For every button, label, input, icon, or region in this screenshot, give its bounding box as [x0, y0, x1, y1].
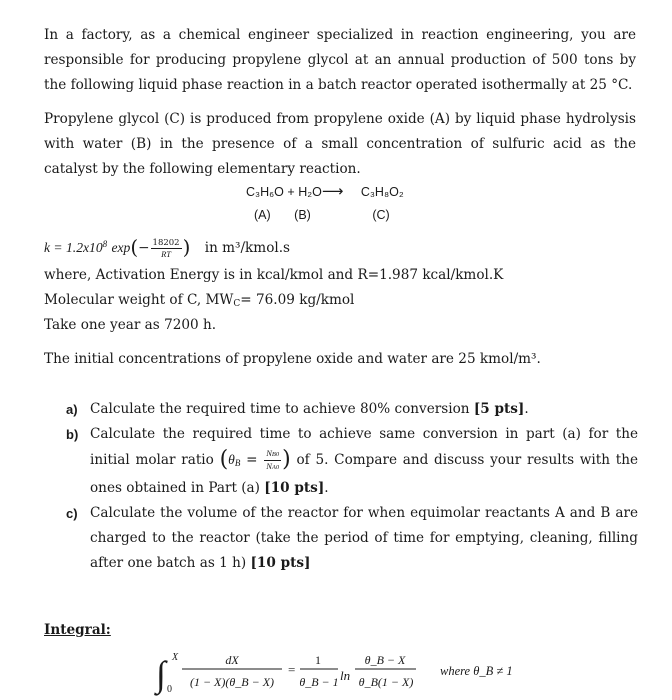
question-a-points: [5 pts] [473, 401, 525, 417]
theta-symbol: θ [228, 452, 235, 467]
label-c: (C) [372, 208, 390, 222]
ratio-num: N [266, 448, 272, 458]
rate-exp: exp [111, 240, 131, 255]
rhs-numerator: θ_B − X [364, 653, 406, 667]
integral-sign-icon: ∫ [156, 654, 166, 694]
question-c-text: Calculate the volume of the reactor for when equimolar reactants A and B are charged to the reactor (take the period of time for emptying, cleaning, filling after one batch as 1 h) [90, 505, 638, 571]
plus-sign: + [287, 185, 295, 199]
question-b-period: . [324, 480, 329, 496]
product-c: C₃H₈O₂ [360, 185, 404, 199]
label-a: (A) [254, 208, 271, 222]
question-a [66, 397, 638, 422]
where-line: where, Activation Energy is in kcal/kmol and R=1.987 kcal/kmol.K [44, 267, 504, 283]
question-c-label: c) [66, 506, 78, 521]
label-b: (B) [294, 208, 311, 222]
reaction-arrow-icon: ⟶ [321, 183, 344, 200]
integral-heading: Integral: [44, 622, 111, 638]
ratio-equals: = [246, 452, 258, 468]
ratio-num-sub: B0 [271, 451, 280, 458]
theta-sub: B [234, 458, 241, 468]
question-c-points: [10 pts] [250, 555, 311, 571]
integral-formula [0, 640, 672, 700]
mw-text: Molecular weight of C, MW [44, 292, 234, 308]
rate-k-exponent: 8 [102, 239, 108, 249]
ratio-den-sub: A0 [271, 464, 280, 471]
question-b-points: [10 pts] [264, 480, 325, 496]
rate-units: in m³/kmol.s [204, 240, 291, 256]
reactant-a: C₃H₆O [246, 185, 284, 199]
fraction-numerator: 18202 [152, 238, 180, 248]
lhs-denominator: (1 − X)(θ_B − X) [189, 675, 275, 689]
integral-condition: where θ_B ≠ 1 [440, 664, 513, 678]
year-line: Take one year as 7200 h. [44, 317, 217, 333]
question-b-label: b) [66, 427, 79, 442]
reaction-labels [254, 208, 390, 222]
process-paragraph: Propylene glycol (C) is produced from propylene oxide (A) by liquid phase hydrolysis with water (B) in the presence of a small concentration of sulfuric acid as the catalyst by the following elementary reaction. [44, 111, 636, 177]
coef-denominator: θ_B − 1 [299, 675, 339, 689]
integral-equals: = [288, 662, 296, 677]
rate-minus: − [138, 240, 150, 256]
question-list [66, 397, 638, 576]
rhs-denominator: θ_B(1 − X) [358, 675, 414, 689]
ratio-den: N [266, 461, 272, 471]
integral-lower-limit: 0 [167, 684, 172, 695]
question-b-text-end: of 5. Compare and discuss your results with the ones obtained in Part (a) [90, 452, 638, 496]
ln-symbol: ln [340, 668, 351, 683]
reactant-b: H₂O [298, 185, 322, 199]
question-b: b) Calculate the required time to achieve same conversion in part (a) for the initial molar ratio ($\theta_B$ = $\frac{NB0}{NA0}$ ) of 5. Compare and discuss your results with the ones obtained in Part (a) [10 pts]. [66, 422, 638, 501]
activation-fraction [151, 238, 182, 259]
question-b-text-start: Calculate the required time to achieve same conversion in part (a) for the initial molar ratio [90, 426, 638, 468]
mw-value: = 76.09 kg/kmol [240, 292, 355, 308]
integral-upper-limit: X [172, 652, 179, 663]
question-c [66, 501, 638, 576]
lhs-numerator: dX [225, 653, 239, 667]
fraction-denominator: RT [161, 249, 172, 259]
rate-k: k = 1.2x10 [44, 240, 103, 255]
mw-sub: C [233, 299, 241, 309]
rate-constant: $k = 1.2x10^8$ exp(− $\frac{18202}{RT}$ ) in m³/kmol.s [44, 235, 291, 259]
coef-numerator: 1 [315, 653, 321, 667]
question-a-label: a) [66, 402, 78, 417]
question-a-period: . [524, 401, 529, 417]
initial-concentration: The initial concentrations of propylene oxide and water are 25 kmol/m³. [44, 351, 541, 367]
molar-ratio-fraction [264, 448, 281, 473]
reaction-equation [246, 182, 404, 200]
question-a-text: Calculate the required time to achieve 80% conversion [90, 401, 474, 417]
intro-paragraph: In a factory, as a chemical engineer specialized in reaction engineering, you are responsible for producing propylene glycol at an annual production of 500 tons by the following liquid phase reaction in a batch reactor operated isothermally at 25 °C. [44, 27, 636, 93]
